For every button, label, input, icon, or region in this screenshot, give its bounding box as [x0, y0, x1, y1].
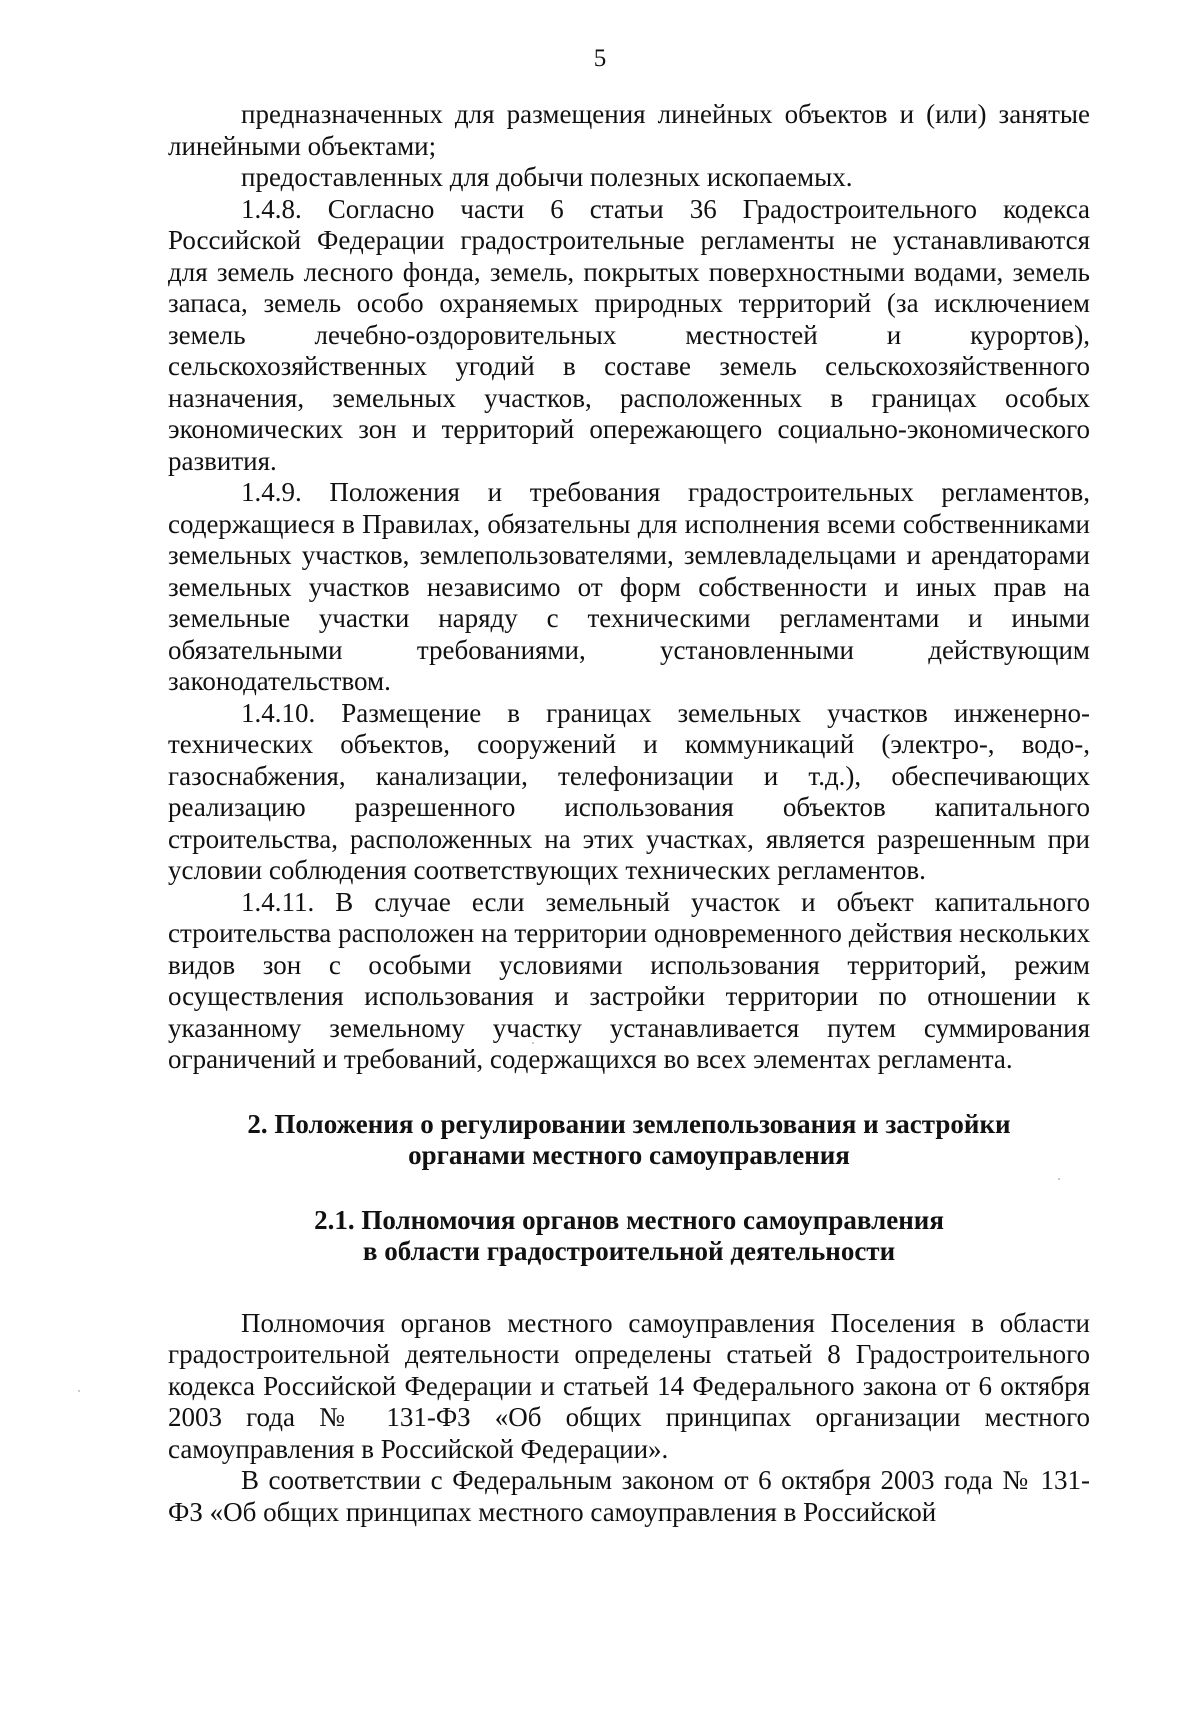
paragraph-1-4-11: 1.4.11. В случае если земельный участок и объект капитального строительства расположен на территории одновременного действия нескольких видов зон с особыми условиями использования территорий, режим осуществления использования и застройки территории по отношении к указанному земельному участку устанавливается путем суммирования ограничений и требований, содержащихся во всех элементах регламента.	[168, 886, 1090, 1074]
scan-speck	[78, 1390, 80, 1392]
paragraph-linear-objects: предназначенных для размещения линейных объектов и (или) занятые линейными объектами;	[168, 99, 1090, 161]
section-2-heading-line-2: органами местного самоуправления	[408, 1140, 850, 1170]
paragraph-mineral-extraction: предоставленных для добычи полезных ископаемых.	[241, 162, 853, 192]
paragraph-lsg-powers: Полномочия органов местного самоуправления Поселения в области градостроительной деятельности определены статьей 8 Градостроительного кодекса Российской Федерации и статьей 14 Федерального закона от 6 октября 2003 года № 131-ФЗ «Об общих принципах организации местного самоуправления в Российской Федерации».	[168, 1307, 1090, 1464]
paragraph-1-4-8: 1.4.8. Согласно части 6 статьи 36 Градостроительного кодекса Российской Федерации градостроительные регламенты не устанавливаются для земель лесного фонда, земель, покрытых поверхностными водами, земель запаса, земель особо охраняемых природных территорий (за исключением земель лечебно-оздоровительных местностей и курортов), сельскохозяйственных угодий в составе земель сельскохозяйственного назначения, земельных участков, расположенных в границах особых экономических зон и территорий опережающего социально-экономического развития.	[168, 193, 1090, 476]
section-2-1-heading	[168, 1205, 1090, 1268]
scan-speck	[1058, 1178, 1060, 1180]
section-2-1-heading-line-1: 2.1. Полномочия органов местного самоуправления	[314, 1204, 944, 1235]
scan-speck	[532, 1042, 534, 1044]
paragraph-federal-law: В соответствии с Федеральным законом от 6 октября 2003 года № 131-ФЗ «Об общих принципах местного самоуправления в Российской	[168, 1465, 1090, 1527]
section-2-1-heading-line-2: в области градостроительной деятельности	[362, 1236, 896, 1266]
section-2-heading-line-1: 2. Положения о регулировании землепользования и застройки	[247, 1108, 1011, 1139]
section-spacer	[168, 1268, 1090, 1308]
paragraph-1-4-9: 1.4.9. Положения и требования градостроительных регламентов, содержащиеся в Правилах, обязательны для исполнения всеми собственниками земельных участков, землепользователями, землевладельцами и арендаторами земельных участков независимо от форм собственности и иных прав на земельные участки наряду с техническими регламентами и иными обязательными требованиями, установленными действующим законодательством.	[168, 477, 1090, 696]
paragraph-1-4-10: 1.4.10. Размещение в границах земельных участков инженерно-технических объектов, сооружений и коммуникаций (электро-, водо-, газоснабжения, канализации, телефонизации и т.д.), обеспечивающих реализацию разрешенного использования объектов капитального строительства, расположенных на этих участках, является разрешенным при условии соблюдения соответствующих технических регламентов.	[168, 697, 1090, 885]
page-body	[168, 99, 1090, 1528]
page-number: 5	[593, 45, 607, 72]
section-2-heading	[168, 1109, 1090, 1172]
